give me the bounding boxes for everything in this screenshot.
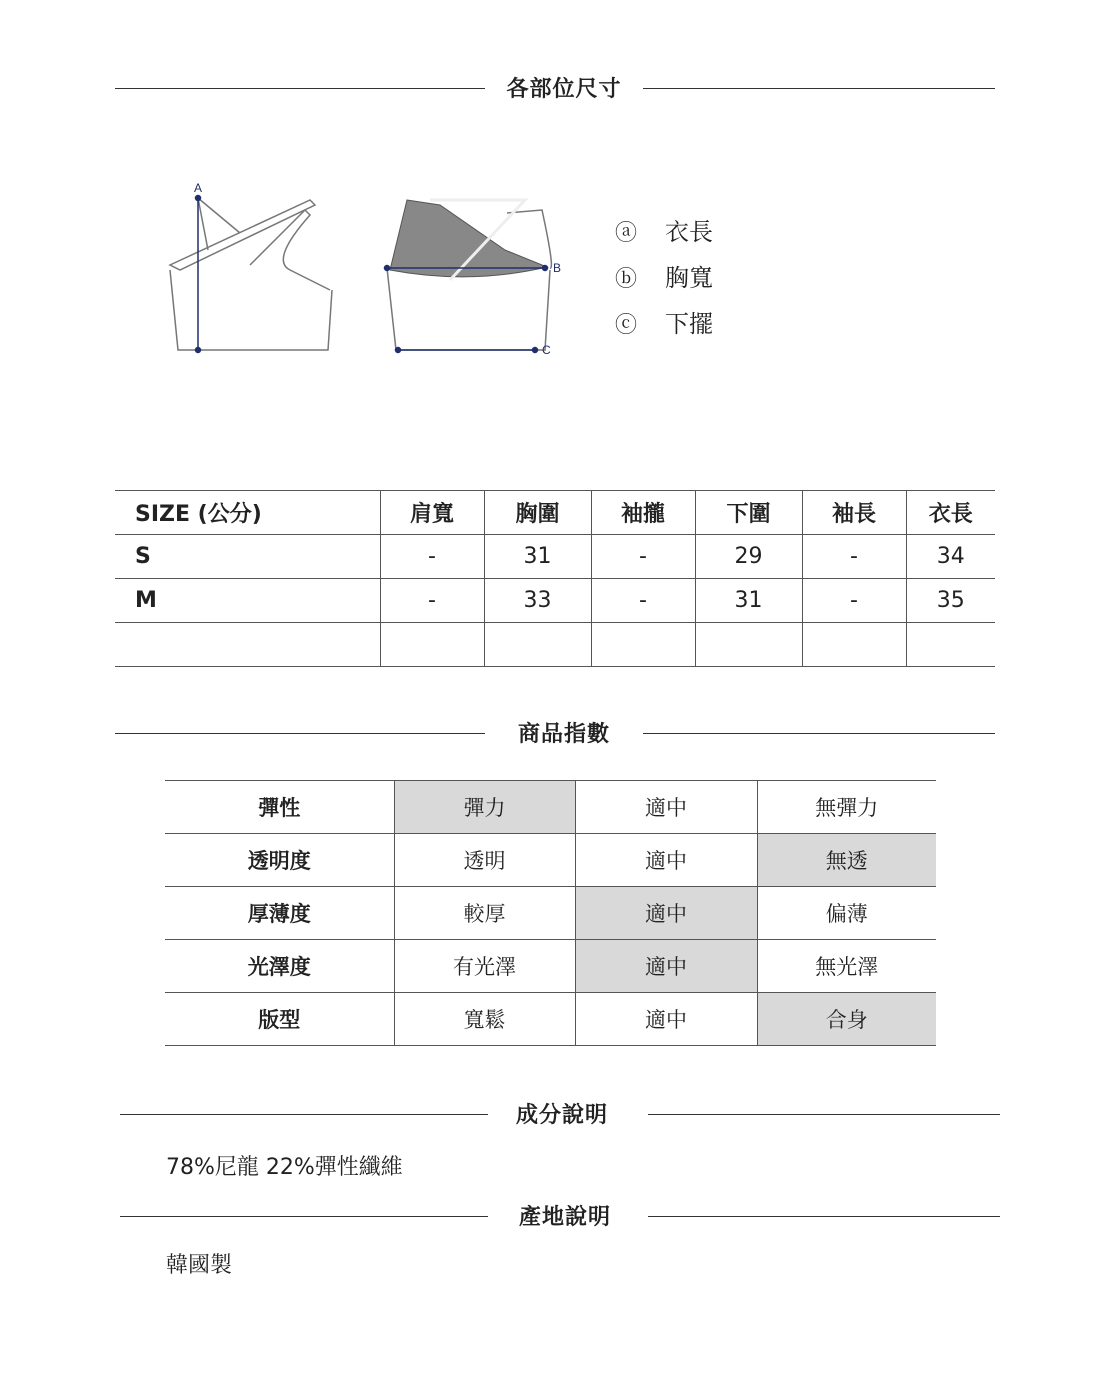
index-option: 較厚 <box>394 887 575 940</box>
product-index-table <box>165 780 936 1046</box>
divider <box>648 1216 1000 1217</box>
index-option-selected: 適中 <box>575 887 757 940</box>
index-option: 透明 <box>394 834 575 887</box>
index-option-selected: 適中 <box>575 940 757 993</box>
section-title-measure: 各部位尺寸 <box>506 77 622 102</box>
table-cell: 胸圍 <box>484 491 591 535</box>
index-option: 適中 <box>575 834 757 887</box>
table-cell <box>484 623 591 667</box>
table-cell: 33 <box>484 579 591 623</box>
index-option-selected: 合身 <box>757 993 936 1046</box>
material-text: 78%尼龍 22%彈性纖維 <box>166 1155 403 1180</box>
point-label-c: C <box>542 343 551 357</box>
table-cell: 34 <box>906 535 995 579</box>
table-cell: - <box>802 579 906 623</box>
table-cell <box>695 623 802 667</box>
table-cell: 29 <box>695 535 802 579</box>
table-cell <box>802 623 906 667</box>
index-option-selected: 彈力 <box>394 781 575 834</box>
divider <box>648 1114 1000 1115</box>
index-row <box>165 940 936 993</box>
table-cell: SIZE (公分) <box>115 491 380 535</box>
table-row <box>115 623 995 667</box>
table-cell <box>380 623 484 667</box>
table-cell: - <box>380 535 484 579</box>
table-cell: 衣長 <box>906 491 995 535</box>
index-row <box>165 834 936 887</box>
table-cell: - <box>591 579 695 623</box>
index-option-selected: 無透 <box>757 834 936 887</box>
garment-diagram <box>150 170 610 370</box>
index-option: 偏薄 <box>757 887 936 940</box>
index-label: 光澤度 <box>165 940 394 993</box>
table-cell: 下圍 <box>695 491 802 535</box>
table-header-row <box>115 491 995 535</box>
legend-item: ⓑ 胸寬 <box>615 264 713 292</box>
table-cell: - <box>802 535 906 579</box>
index-row <box>165 781 936 834</box>
table-cell: 袖攏 <box>591 491 695 535</box>
index-option: 無彈力 <box>757 781 936 834</box>
legend-item: ⓐ 衣長 <box>615 218 713 246</box>
index-row <box>165 887 936 940</box>
index-option: 有光澤 <box>394 940 575 993</box>
table-cell: S <box>115 535 380 579</box>
table-cell: 31 <box>695 579 802 623</box>
table-cell: 35 <box>906 579 995 623</box>
size-table <box>115 490 995 667</box>
point-label-b: B <box>553 261 562 275</box>
divider <box>643 733 995 734</box>
divider <box>120 1216 488 1217</box>
section-title-index: 商品指數 <box>517 722 610 747</box>
point-label-a: A <box>194 181 203 195</box>
table-cell: 31 <box>484 535 591 579</box>
divider <box>115 88 485 89</box>
section-title-material: 成分說明 <box>515 1103 608 1128</box>
index-option: 適中 <box>575 993 757 1046</box>
divider <box>115 733 485 734</box>
table-cell: M <box>115 579 380 623</box>
table-cell: - <box>380 579 484 623</box>
divider <box>120 1114 488 1115</box>
table-cell: - <box>591 535 695 579</box>
table-cell: 肩寬 <box>380 491 484 535</box>
origin-text: 韓國製 <box>166 1253 233 1278</box>
legend-item: ⓒ 下擺 <box>615 310 713 338</box>
index-label: 彈性 <box>165 781 394 834</box>
index-option: 無光澤 <box>757 940 936 993</box>
table-cell <box>115 623 380 667</box>
index-row <box>165 993 936 1046</box>
index-label: 厚薄度 <box>165 887 394 940</box>
section-title-origin: 產地說明 <box>518 1205 611 1230</box>
table-row <box>115 579 995 623</box>
table-cell <box>906 623 995 667</box>
divider <box>643 88 995 89</box>
index-option: 寬鬆 <box>394 993 575 1046</box>
index-label: 透明度 <box>165 834 394 887</box>
index-label: 版型 <box>165 993 394 1046</box>
table-row <box>115 535 995 579</box>
table-cell <box>591 623 695 667</box>
index-option: 適中 <box>575 781 757 834</box>
table-cell: 袖長 <box>802 491 906 535</box>
